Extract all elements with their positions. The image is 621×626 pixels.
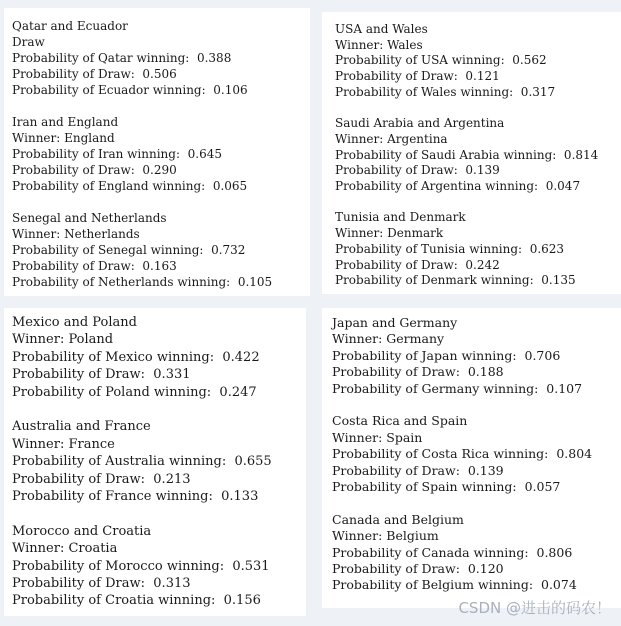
probability-line: Probability of Draw: 0.139 (332, 462, 504, 478)
probability-line: Probability of Qatar winning: 0.388 (12, 51, 232, 65)
probability-line: Probability of Spain winning: 0.057 (332, 479, 561, 495)
probability-line: Probability of Draw: 0.163 (12, 259, 177, 273)
match-outcome: Winner: Argentina (335, 131, 448, 146)
probability-line: Probability of Draw: 0.121 (335, 69, 500, 84)
probability-line: Probability of Australia winning: 0.655 (12, 454, 272, 470)
match-outcome: Winner: France (12, 436, 115, 452)
probability-line: Probability of Saudi Arabia winning: 0.814 (335, 147, 599, 162)
match-result-block (335, 116, 621, 195)
match-outcome: Winner: Poland (12, 332, 114, 348)
match-outcome: Winner: Denmark (335, 226, 444, 241)
probability-line: Probability of France winning: 0.133 (12, 489, 259, 505)
match-title: Morocco and Croatia (12, 523, 152, 539)
probability-line: Probability of Germany winning: 0.107 (332, 380, 583, 396)
match-title: Senegal and Netherlands (12, 211, 167, 225)
match-outcome: Winner: Wales (335, 37, 423, 52)
probability-line: Probability of Draw: 0.242 (335, 257, 500, 272)
probability-line: Probability of Belgium winning: 0.074 (332, 577, 577, 593)
probability-line: Probability of Senegal winning: 0.732 (12, 243, 246, 257)
match-result-block (335, 210, 621, 289)
match-result-block (12, 314, 306, 401)
probability-line: Probability of Wales winning: 0.317 (335, 84, 556, 99)
probability-line: Probability of Draw: 0.506 (12, 67, 177, 81)
match-outcome: Winner: Belgium (332, 528, 439, 544)
probability-line: Probability of Draw: 0.213 (12, 471, 191, 487)
match-result-block (332, 315, 621, 397)
match-outcome: Draw (12, 35, 45, 49)
match-outcome: Winner: Spain (332, 429, 423, 445)
probability-line: Probability of Draw: 0.290 (12, 163, 177, 177)
output-panel-top-right (322, 12, 621, 294)
probability-line: Probability of Iran winning: 0.645 (12, 147, 222, 161)
probability-line: Probability of Denmark winning: 0.135 (335, 273, 576, 288)
probability-line: Probability of Morocco winning: 0.531 (12, 558, 270, 574)
probability-line: Probability of Draw: 0.139 (335, 163, 500, 178)
output-panel-bottom-right (322, 308, 621, 608)
probability-line: Probability of Poland winning: 0.247 (12, 384, 257, 400)
probability-line: Probability of Argentina winning: 0.047 (335, 179, 581, 194)
match-outcome: Winner: England (12, 131, 115, 145)
match-title: Costa Rica and Spain (332, 413, 468, 429)
match-outcome: Winner: Netherlands (12, 227, 140, 241)
match-outcome: Winner: Croatia (12, 541, 118, 557)
match-title: Tunisia and Denmark (335, 210, 466, 225)
probability-line: Probability of Croatia winning: 0.156 (12, 593, 261, 609)
match-result-block (12, 210, 310, 290)
match-result-block (12, 523, 306, 610)
probability-line: Probability of Costa Rica winning: 0.804 (332, 446, 593, 462)
probability-line: Probability of England winning: 0.065 (12, 179, 248, 193)
match-title: Saudi Arabia and Argentina (335, 116, 505, 131)
match-title: Canada and Belgium (332, 511, 464, 527)
probability-line: Probability of Japan winning: 0.706 (332, 347, 561, 363)
match-title: Mexico and Poland (12, 315, 137, 330)
match-result-block (332, 512, 621, 594)
match-title: Japan and Germany (332, 315, 458, 330)
probability-line: Probability of Tunisia winning: 0.623 (335, 241, 565, 256)
probability-line: Probability of Ecuador winning: 0.106 (12, 83, 248, 97)
output-panel-top-left (4, 8, 310, 296)
output-panel-bottom-left (4, 308, 306, 616)
match-title: Qatar and Ecuador (12, 19, 128, 33)
match-result-block (12, 18, 310, 98)
csdn-watermark: CSDN @进击的码农！ (458, 599, 611, 617)
probability-line: Probability of Draw: 0.313 (12, 576, 191, 592)
match-result-block (335, 22, 621, 101)
match-title: USA and Wales (335, 22, 428, 36)
match-result-block (12, 114, 310, 194)
match-outcome: Winner: Germany (332, 331, 445, 347)
probability-line: Probability of Draw: 0.120 (332, 561, 504, 577)
probability-line: Probability of Draw: 0.188 (332, 364, 504, 380)
match-result-block (332, 413, 621, 495)
match-result-block (12, 418, 306, 505)
probability-line: Probability of Mexico winning: 0.422 (12, 349, 260, 365)
match-title: Australia and France (12, 419, 151, 435)
probability-line: Probability of Canada winning: 0.806 (332, 544, 573, 560)
probability-line: Probability of USA winning: 0.562 (335, 53, 547, 68)
probability-line: Probability of Netherlands winning: 0.105 (12, 275, 273, 289)
probability-line: Probability of Draw: 0.331 (12, 367, 191, 383)
match-title: Iran and England (12, 115, 119, 129)
